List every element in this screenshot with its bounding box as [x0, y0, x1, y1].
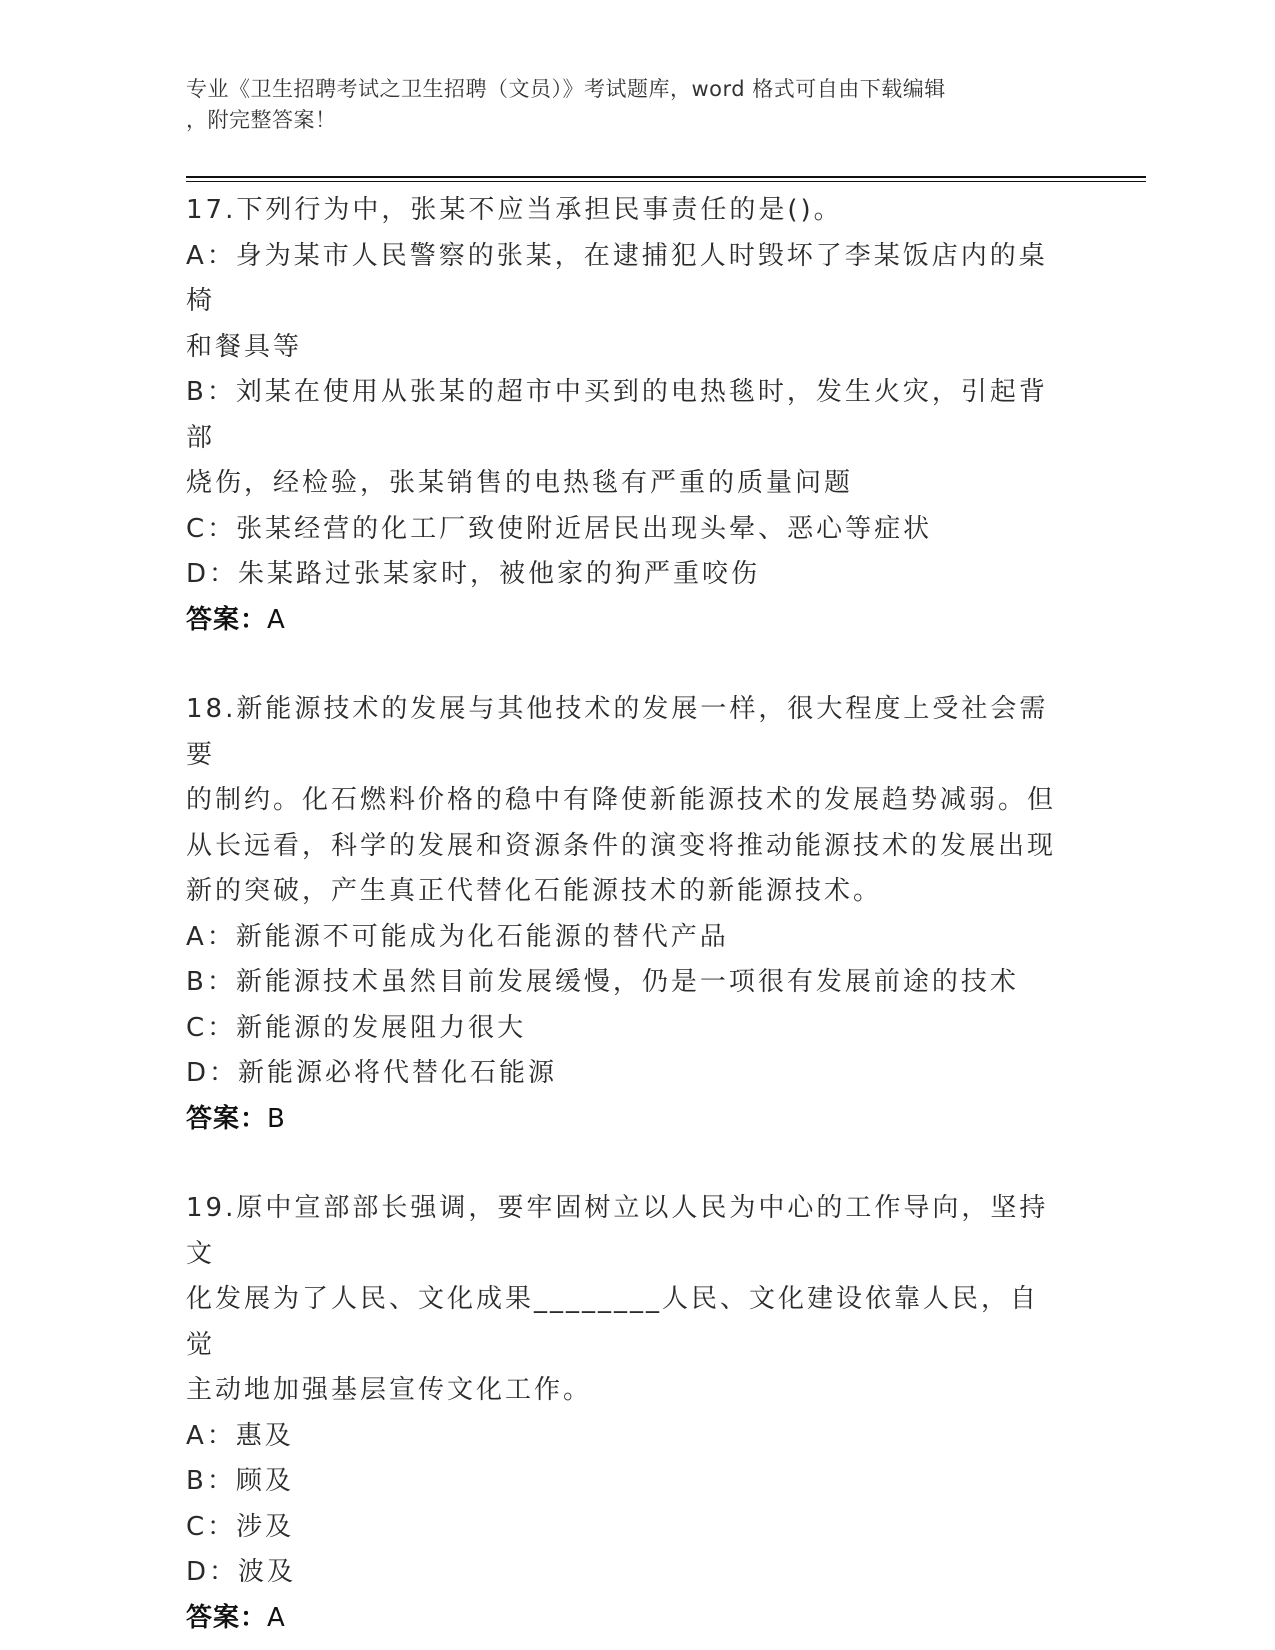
document-header	[186, 74, 1066, 136]
option-d: D：波及	[186, 1557, 297, 1587]
question-stem: 的制约。化石燃料价格的稳中有降使新能源技术的发展趋势减弱。但	[186, 785, 1057, 815]
question-19	[186, 1186, 1066, 1596]
option-c: C：涉及	[186, 1511, 295, 1542]
question-list	[186, 188, 1066, 1641]
option-d: D：新能源必将代替化石能源	[186, 1058, 558, 1088]
option-b: 烧伤，经检验，张某销售的电热毯有严重的质量问题	[186, 468, 854, 498]
answer-17	[186, 598, 1066, 644]
option-a: A：身为某市人民警察的张某，在逮捕犯人时毁坏了李某饭店内的桌椅	[186, 240, 1048, 316]
question-stem: 18.新能源技术的发展与其他技术的发展一样，很大程度上受社会需要	[186, 694, 1049, 770]
header-divider	[186, 181, 1146, 182]
question-stem: 主动地加强基层宣传文化工作。	[186, 1375, 593, 1405]
answer-18	[186, 1097, 1066, 1143]
answer-label: 答案：	[186, 604, 268, 635]
question-stem: 化发展为了人民、文化成果________人民、文化建设依靠人民，自觉	[186, 1284, 1040, 1360]
option-a: A：惠及	[186, 1420, 294, 1451]
question-stem: 从长远看，科学的发展和资源条件的演变将推动能源技术的发展出现	[186, 830, 1057, 861]
question-stem: 新的突破，产生真正代替化石能源技术的新能源技术。	[186, 876, 883, 906]
answer-value: A	[267, 1602, 286, 1633]
option-a: A：新能源不可能成为化石能源的替代产品	[186, 921, 729, 952]
question-stem: 19.原中宣部部长强调，要牢固树立以人民为中心的工作导向，坚持文	[186, 1193, 1049, 1269]
option-b: B：刘某在使用从张某的超市中买到的电热毯时，发生火灾，引起背部	[186, 377, 1048, 453]
header-divider	[186, 176, 1146, 178]
option-c: C：新能源的发展阻力很大	[186, 1012, 527, 1043]
option-b: B：新能源技术虽然目前发展缓慢，仍是一项很有发展前途的技术	[186, 967, 1019, 997]
option-b: B：顾及	[186, 1466, 294, 1496]
answer-label: 答案：	[186, 1103, 268, 1134]
question-stem: 17.下列行为中，张某不应当承担民事责任的是()。	[186, 195, 843, 225]
header-line: 专业《卫生招聘考试之卫生招聘（文员）》考试题库，word 格式可自由下载编辑	[186, 77, 946, 101]
option-d: D：朱某路过张某家时，被他家的狗严重咬伤	[186, 559, 761, 589]
question-18	[186, 687, 1066, 1097]
answer-19	[186, 1596, 1066, 1642]
option-a: 和餐具等	[186, 331, 303, 362]
answer-label: 答案：	[186, 1602, 268, 1633]
answer-value: B	[267, 1103, 286, 1134]
header-line: ，附完整答案！	[186, 108, 337, 132]
option-c: C：张某经营的化工厂致使附近居民出现头晕、恶心等症状	[186, 513, 933, 544]
question-17	[186, 188, 1066, 598]
answer-value: A	[267, 604, 286, 635]
